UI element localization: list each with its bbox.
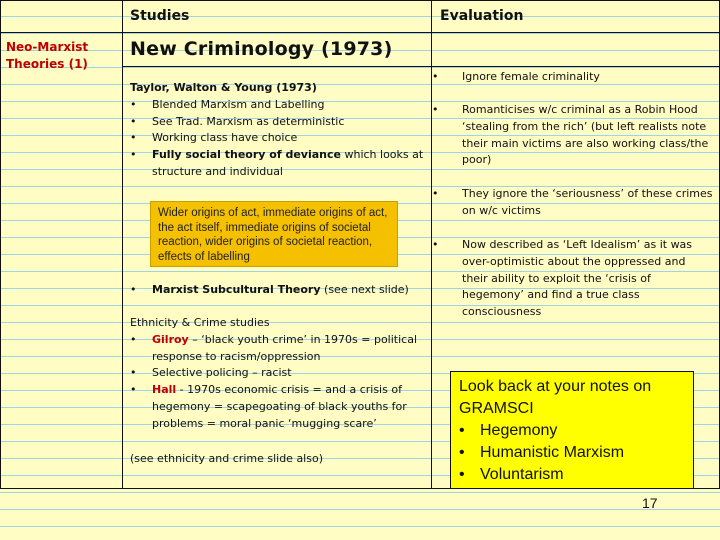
subcultural-term: Marxist Subcultural Theory xyxy=(152,283,321,296)
gilroy-text: – ‘black youth crime’ in 1970s = political response to racism/oppression xyxy=(152,332,418,363)
taylor-heading: Taylor, Walton & Young (1973) xyxy=(130,81,317,94)
list-item: • Voluntarism xyxy=(459,464,687,486)
origins-callout: Wider origins of act, immediate origins of act, the act itself, immediate origins of societal reaction, wider origins of societal reaction, effects of labelling xyxy=(150,201,398,267)
evaluation-item-1 xyxy=(432,69,714,86)
hall-text: - 1970s economic crisis = and a crisis of hegemony = scapegoating of black youths for problems = moral panic ‘mugging scare’ xyxy=(152,383,407,430)
list-item: • Blended Marxism and Labelling xyxy=(130,97,426,114)
table-left-border xyxy=(0,0,1,488)
list-item: • Selective policing – racist xyxy=(130,365,420,382)
list-item: • They ignore the ‘seriousness’ of these crimes on w/c victims xyxy=(432,186,714,220)
header-divider xyxy=(0,32,720,33)
list-item xyxy=(130,147,426,181)
list-item: • Humanistic Marxism xyxy=(459,442,687,464)
gilroy-name: Gilroy xyxy=(152,332,189,346)
studies-header: Studies xyxy=(130,8,190,24)
list-item: • Working class have choice xyxy=(130,130,426,147)
taylor-bullets xyxy=(130,97,426,181)
evaluation-header: Evaluation xyxy=(440,8,524,24)
table-top-border xyxy=(0,0,720,1)
list-item: • See Trad. Marxism as deterministic xyxy=(130,114,426,131)
see-also-note: (see ethnicity and crime slide also) xyxy=(130,452,323,465)
evaluation-item-3 xyxy=(432,186,714,220)
fully-social-theory-term: Fully social theory of deviance xyxy=(152,148,341,162)
page-title: New Criminology (1973) xyxy=(130,38,393,60)
section-label: Neo-Marxist Theories (1) xyxy=(6,40,89,71)
list-item xyxy=(130,282,426,299)
list-item xyxy=(130,332,420,366)
list-item: • Ignore female criminality xyxy=(432,69,714,86)
subcultural-item xyxy=(130,282,426,299)
subcultural-note: (see next slide) xyxy=(320,283,409,296)
hall-name: Hall xyxy=(152,383,177,397)
ethnicity-heading: Ethnicity & Crime studies xyxy=(130,316,270,329)
page-number: 17 xyxy=(642,495,658,511)
gramsci-intro: Look back at your notes on GRAMSCI xyxy=(459,378,652,417)
evaluation-item-2 xyxy=(432,102,714,169)
list-item: • Romanticises w/c criminal as a Robin Hood ‘stealing from the rich’ (but left realists note their main victims are also working class/the poor) xyxy=(432,102,714,169)
list-item xyxy=(130,382,420,432)
list-item: • Hegemony xyxy=(459,420,687,442)
fully-social-theory-desc: which looks at structure and individual xyxy=(152,148,424,178)
studies-content xyxy=(130,80,426,181)
evaluation-item-4 xyxy=(432,237,714,321)
column-divider-1 xyxy=(122,0,123,488)
list-item: • Now described as ‘Left Idealism’ as it was over-optimistic about the oppressed and their ability to exploit the ‘crisis of hegemony’ and find a true class consciousness xyxy=(432,237,714,321)
ethnicity-section xyxy=(130,315,420,433)
gramsci-callout xyxy=(450,371,694,489)
title-divider xyxy=(122,66,720,67)
